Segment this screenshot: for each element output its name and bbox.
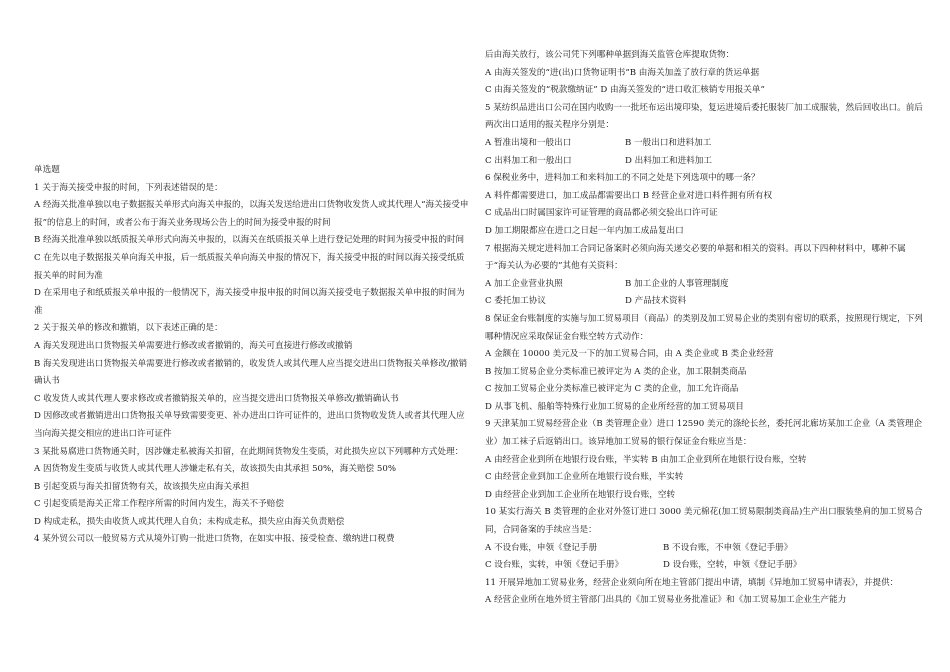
q11-option-a: A 经营企业所在地外贸主管部门出具的《加工贸易业务批准证》和《加工贸易加工企业生产能力 xyxy=(485,595,847,606)
q5-option-d: D 出料加工和进料加工 xyxy=(625,155,712,166)
question-4-continued: 后由海关放行，该公司凭下列哪种单据到海关监管仓库提取货物： xyxy=(485,50,735,60)
question-2: 2 关于报关单的修改和撤销，以下表述正确的是： xyxy=(34,323,223,334)
q9-option-d: D 由经营企业到加工企业所在地银行设台账，空转 xyxy=(485,489,676,500)
q6-option-c: C 成品出口时属国家许可证管理的商品都必须交验出口许可证 xyxy=(485,208,718,219)
q1-option-c: C 在先以电子数据报关单向海关申报，后一纸质报关单向海关申报的情况下，海关接受申报的时间以海关接受纸质报关单的时间为准 xyxy=(34,252,465,281)
q10-option-a: A 不设台账，申领《登记手册 xyxy=(485,542,598,553)
q3-option-c: C 引起变质是海关正常工作程序所需的时间内发生，海关不予赔偿 xyxy=(34,499,284,510)
question-11: 11 开展异地加工贸易业务，经营企业须向所在地主管部门提出申请，填制《异地加工贸易申请表》，并提供： xyxy=(485,577,899,588)
q7-options-cd xyxy=(485,293,925,311)
q9-options-ab: A 由经营企业到所在地银行设台账，半实转 B 由加工企业到所在地银行设台账，空转 xyxy=(485,454,807,465)
q5-options-cd xyxy=(485,153,925,171)
q2-option-b: B 海关发现进出口货物报关单需要进行修改或者撤销的，收发货人或其代理人应当提交进出口货物报关单修改/撤销确认书 xyxy=(34,358,468,387)
q5-option-b: B 一般出口和进料加工 xyxy=(625,137,712,148)
question-8: 8 保证金台账制度的实施与加工贸易项目（商品）的类别及加工贸易企业的类别有密切的联系，按照现行规定，下列哪种情况应采取保证金台账空转方式动作： xyxy=(485,313,923,342)
right-column xyxy=(485,47,925,610)
q2-option-d: D 因修改或者撤销进出口货物报关单导致需要变更、补办进出口许可证件的，进出口货物收发货人或者其代理人应当向海关提交相应的进出口许可证件 xyxy=(34,411,465,439)
q1-option-d: D 在采用电子和纸质报关单申报的一般情况下，海关接受申报申报的时间以海关接受电子数据报关单申报的时间为准 xyxy=(34,288,465,316)
q7-option-a: A 加工企业营业执照 xyxy=(485,278,563,289)
q3-option-a: A 因货物发生变质与收货人或其代理人涉嫌走私有关，故该损失由其承担 50%，海关赔偿 50% xyxy=(34,464,396,475)
question-4: 4 某外贸公司以一般贸易方式从境外订购一批进口货物，在如实申报、接受检查、缴纳进口税费 xyxy=(34,534,395,545)
q10-option-c: C 设台账，实转，申领《登记手册》 xyxy=(485,560,624,571)
q3-option-d: D 构成走私，损失由收货人或其代理人自负；未构成走私，损失应由海关负责赔偿 xyxy=(34,516,345,527)
left-column xyxy=(34,0,471,549)
q8-option-a: A 金额在 10000 美元及一下的加工贸易合同，由 A 类企业或 B 类企业经营 xyxy=(485,349,774,360)
q10-options-ab xyxy=(485,540,925,558)
q8-option-c: C 按加工贸易企业分类标准已被评定为 C 类的企业，加工允许商品 xyxy=(485,384,739,395)
question-5: 5 某纺织品进出口公司在国内收购一一批坯布运出境印染，复运进境后委托服装厂加工成服装，然后回收出口。前后两次出口适用的报关程序分别是： xyxy=(485,102,923,131)
q6-option-d: D 加工期限都应在进口之日起一年内加工成品复出口 xyxy=(485,225,684,236)
question-9: 9 天津某加工贸易经营企业（B 类管理企业）进口 12590 美元的涤纶长丝，委托河北廊坊某加工企业（A 类管理企业）加工袜子后返销出口。该异地加工贸易的银行保证金台账应当是： xyxy=(485,419,923,448)
q7-option-b: B 加工企业的人事管理制度 xyxy=(625,278,729,289)
q7-option-c: C 委托加工协议 xyxy=(485,296,546,307)
section-title: 单选题 xyxy=(34,165,60,175)
q9-option-c: C 由经营企业到加工企业所在地银行设台账，半实转 xyxy=(485,472,684,483)
q6-options-ab: A 料件都需要进口，加工成品都需要出口 B 经营企业对进口料件拥有所有权 xyxy=(485,190,773,201)
q7-options-ab xyxy=(485,276,925,294)
question-6: 6 保税业务中，进料加工和来料加工的不同之处是下列选项中的哪一条？ xyxy=(485,173,760,184)
q4-options-ab: A 由海关签发的“进(出)口货物证明书”B 由海关加盖了放行章的货运单据 xyxy=(485,67,760,78)
question-1: 1 关于海关接受申报的时间，下列表述错误的是： xyxy=(34,182,223,193)
q2-option-c: C 收发货人或其代理人要求修改或者撤销报关单的，应当提交进出口货物报关单修改/撤销确认书 xyxy=(34,393,399,404)
q5-option-a: A 暂准出境和一般出口 xyxy=(485,137,572,148)
question-3: 3 某批易腐进口货物通关时，因涉嫌走私被海关扣留，在此期间货物发生变质，对此损失应以下列哪种方式处理： xyxy=(34,446,464,457)
q8-option-d: D 从事飞机、船舶等特殊行业加工贸易的企业所经营的加工贸易项目 xyxy=(485,401,744,412)
question-7: 7 根据海关规定进料加工合同记备案时必须向海关递交必要的单据和相关的资料。再以下四种材料中，哪种不属于“海关认为必要的”其他有关资料： xyxy=(485,243,906,272)
q3-option-b: B 引起变质与海关扣留货物有关，故该损失应由海关承担 xyxy=(34,481,250,492)
q8-option-b: B 按加工贸易企业分类标准已被评定为 A 类的企业，加工限制类商品 xyxy=(485,366,747,377)
q1-option-b: B 经海关批准单独以纸质报关单形式向海关申报的，以海关在纸质报关单上进行登记处理的时间为接受申报的时间 xyxy=(34,235,465,246)
q7-option-d: D 产品技术资料 xyxy=(625,296,687,307)
q10-option-b: B 不设台账，不申领《登记手册》 xyxy=(663,542,793,553)
q1-option-a: A 经海关批准单独以电子数据报关单形式向海关申报的，以海关发送给进出口货物收发货人或其代理人“海关接受申报”的信息上的时间，或者公布于海关业务现场公告上的时间为接受申报的时间 xyxy=(34,200,469,228)
q5-option-c: C 出料加工和一般出口 xyxy=(485,155,572,166)
q10-option-d: D 设台账，空转，申领《登记手册》 xyxy=(663,560,802,571)
question-10: 10 某实行海关 B 类管理的企业对外签订进口 3000 美元棉花(加工贸易限制类商品)生产出口服装垫肩的加工贸易合同，合同备案的手续应当是： xyxy=(485,507,923,536)
q5-options-ab xyxy=(485,135,925,153)
q10-options-cd xyxy=(485,557,925,575)
q2-option-a: A 海关发现进出口货物报关单需要进行修改或者撤销的，海关可直接进行修改或撤销 xyxy=(34,340,353,351)
q4-options-cd: C 由海关签发的“税款缴纳证” D 由海关签发的“进口收汇核销专用报关单” xyxy=(485,85,765,96)
